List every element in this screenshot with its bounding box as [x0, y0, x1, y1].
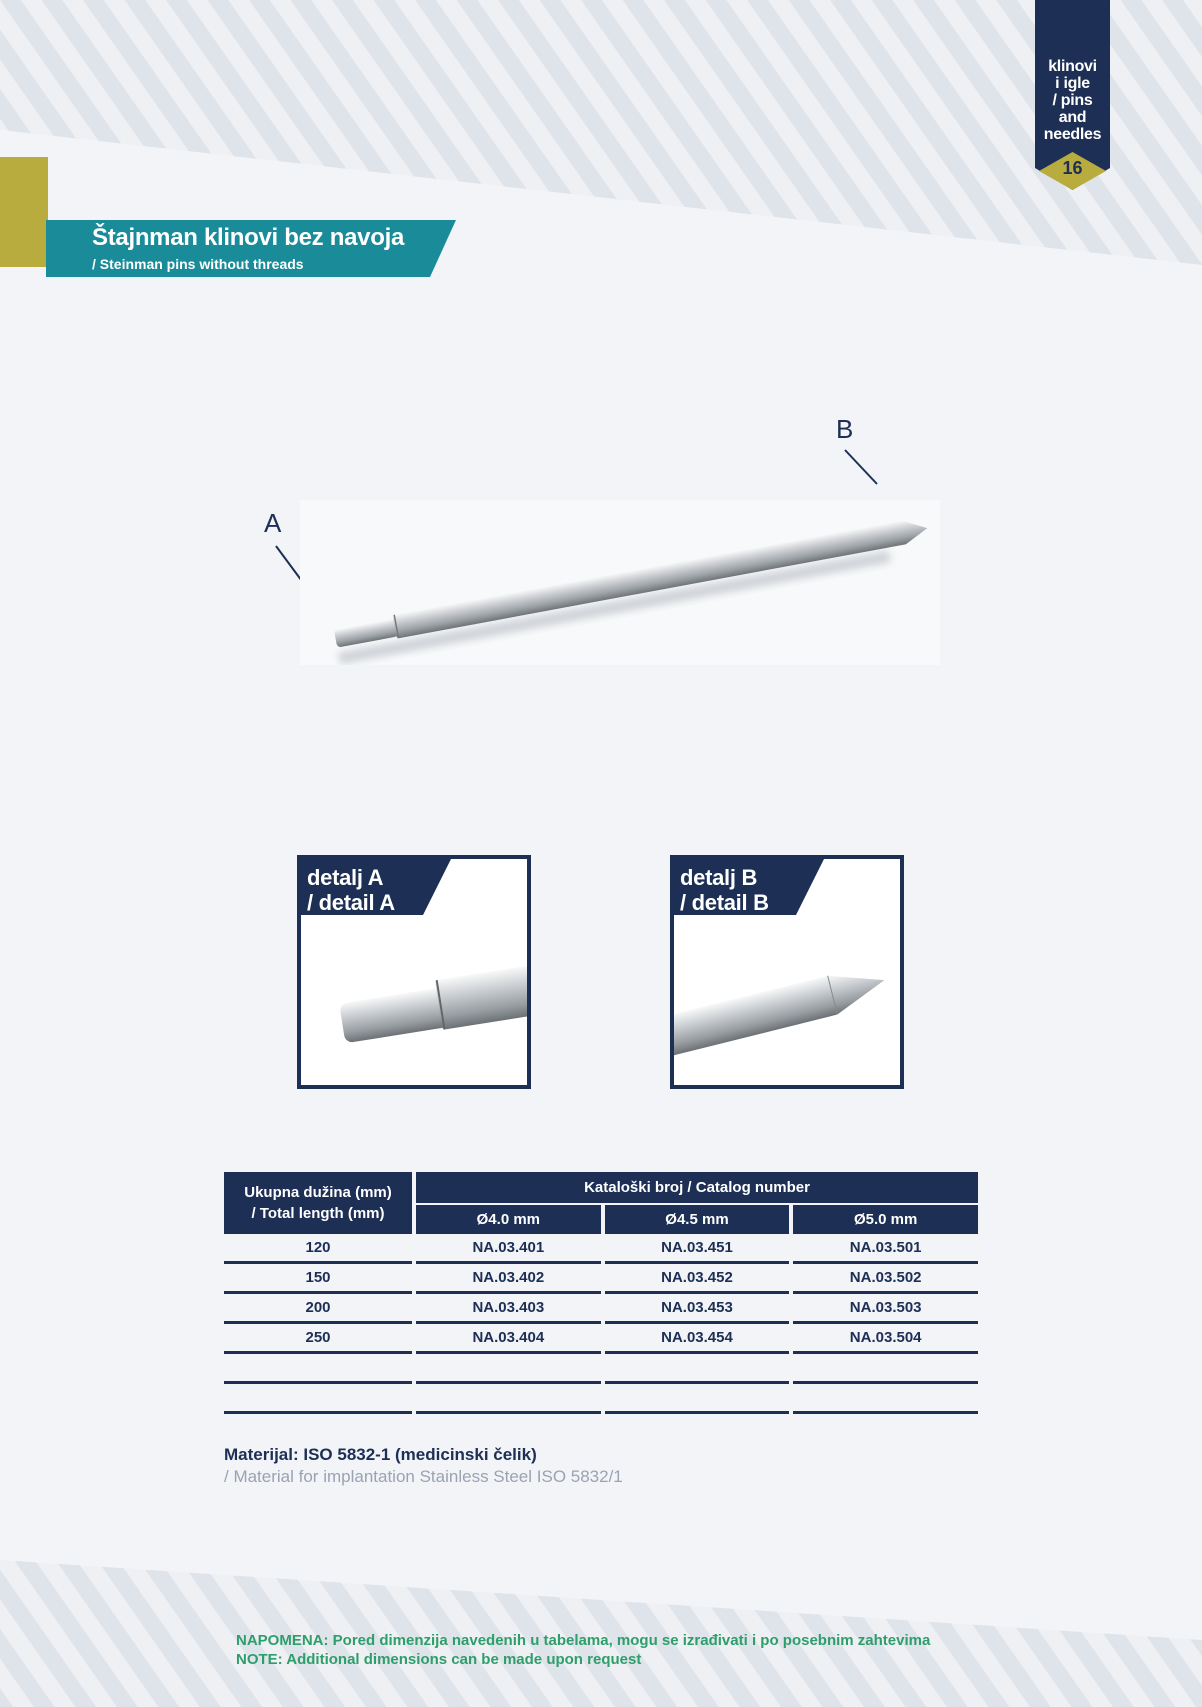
material-spec: Materijal: ISO 5832-1 (medicinski čelik) — [224, 1445, 537, 1464]
table-cell — [605, 1384, 790, 1414]
table-row-empty — [224, 1354, 978, 1384]
table-cell — [793, 1354, 978, 1384]
length-header-line1: Ukupna dužina (mm) — [244, 1184, 392, 1201]
detail-b-title — [680, 865, 769, 915]
table-cell: NA.03.403 — [416, 1294, 601, 1324]
table-cell: NA.03.451 — [605, 1234, 790, 1264]
table-cell: NA.03.453 — [605, 1294, 790, 1324]
detail-a-title — [307, 865, 395, 915]
callout-label-a: A — [264, 508, 282, 538]
detail-a-title-line2: / detail A — [307, 890, 395, 915]
table-cell: NA.03.502 — [793, 1264, 978, 1294]
table-cell: NA.03.452 — [605, 1264, 790, 1294]
table-cell: NA.03.401 — [416, 1234, 601, 1264]
table-row-empty — [224, 1384, 978, 1414]
table-cell — [224, 1384, 412, 1414]
detail-a-title-line1: detalj A — [307, 865, 384, 890]
table-cell — [416, 1354, 601, 1384]
table-row — [224, 1264, 978, 1294]
callout-label-b: B — [836, 414, 854, 444]
page-title: Štajnman klinovi bez navoja — [92, 224, 404, 251]
detail-b-title-line1: detalj B — [680, 865, 758, 890]
table-cell: NA.03.504 — [793, 1324, 978, 1354]
catalog-table — [220, 1172, 982, 1414]
table-cell — [416, 1384, 601, 1414]
gold-accent-bar — [0, 157, 48, 267]
table-cell: NA.03.454 — [605, 1324, 790, 1354]
footnote-english: NOTE: Additional dimensions can be made upon request — [236, 1651, 642, 1668]
table-cell: NA.03.402 — [416, 1264, 601, 1294]
length-header-line2: / Total length (mm) — [251, 1205, 385, 1222]
section-tab-label: klinovi i igle / pins and needles — [1043, 58, 1102, 143]
catalog-number-header: Kataloški broj / Catalog number — [416, 1172, 978, 1203]
table-cell — [605, 1354, 790, 1384]
steinman-pin-image — [300, 500, 940, 665]
table-row — [224, 1294, 978, 1324]
table-row — [224, 1234, 978, 1264]
table-cell — [793, 1384, 978, 1414]
detail-a-panel — [297, 855, 531, 1089]
callout-line-b — [843, 448, 883, 488]
bottom-stripe-decoration — [0, 1540, 1202, 1707]
page-number: 16 — [1062, 158, 1083, 178]
detail-b-title-line2: / detail B — [680, 890, 769, 915]
table-cell: NA.03.501 — [793, 1234, 978, 1264]
table-row — [224, 1324, 978, 1354]
table-cell: 200 — [224, 1294, 412, 1324]
page-subtitle: / Steinman pins without threads — [92, 256, 304, 272]
diameter-header: Ø4.5 mm — [605, 1203, 790, 1234]
detail-b-panel — [670, 855, 904, 1089]
table-cell: NA.03.404 — [416, 1324, 601, 1354]
footnote-local: NAPOMENA: Pored dimenzija navedenih u tabelama, mogu se izrađivati i po posebnim zahtevima — [236, 1632, 931, 1649]
section-tab — [1035, 0, 1110, 195]
table-cell — [224, 1354, 412, 1384]
table-cell: 120 — [224, 1234, 412, 1264]
diameter-header: Ø5.0 mm — [793, 1203, 978, 1234]
material-spec-translation: / Material for implantation Stainless Steel ISO 5832/1 — [224, 1467, 623, 1486]
length-header — [224, 1172, 412, 1234]
table-cell: 250 — [224, 1324, 412, 1354]
table-cell: NA.03.503 — [793, 1294, 978, 1324]
diameter-header: Ø4.0 mm — [416, 1203, 601, 1234]
table-cell: 150 — [224, 1264, 412, 1294]
